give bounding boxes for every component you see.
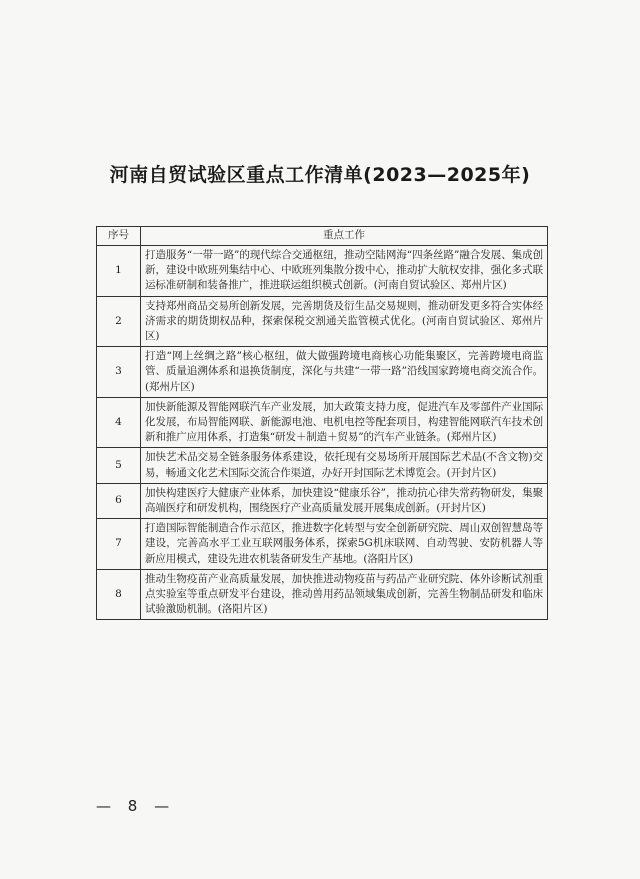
- header-key-work: 重点工作: [141, 227, 548, 246]
- row-number: 3: [97, 347, 141, 398]
- table-row: [97, 347, 548, 398]
- row-content: 打造服务“一带一路”的现代综合交通枢纽，推动空陆网海“四条丝路”融合发展、集成创新，建设中欧班列集结中心、中欧班列集散分拨中心，推动扩大航权安排，强化多式联运标准研制和装备推广，推进联运组织模式创新。(河南自贸试验区、郑州片区): [141, 246, 548, 297]
- row-content: 加快构建医疗大健康产业体系，加快建设“健康乐谷”，推动抗心律失常药物研发，集聚高端医疗和研发机构，围绕医疗产业高质量发展开展集成创新。(开封片区): [141, 483, 548, 518]
- table-row: [97, 296, 548, 347]
- table-row: [97, 483, 548, 518]
- row-number: 4: [97, 397, 141, 448]
- row-content: 打造国际智能制造合作示范区，推进数字化转型与安全创新研究院、周山双创智慧岛等建设，完善高水平工业互联网服务体系，探索5G机床联网、自动驾驶、安防机器人等新应用模式，建设先进农机装备研发生产基地。(洛阳片区): [141, 519, 548, 570]
- row-content: 加快艺术品交易全链条服务体系建设，依托现有交易场所开展国际艺术品(不含文物)交易，畅通文化艺术国际交流合作渠道，办好开封国际艺术博览会。(开封片区): [141, 448, 548, 483]
- table-row: [97, 519, 548, 570]
- row-number: 7: [97, 519, 141, 570]
- header-number: 序号: [97, 227, 141, 246]
- row-number: 2: [97, 296, 141, 347]
- table-header-row: [97, 227, 548, 246]
- table-row: [97, 569, 548, 620]
- row-number: 8: [97, 569, 141, 620]
- page-title: 河南自贸试验区重点工作清单(2023—2025年): [109, 164, 531, 186]
- row-content: 推动生物疫苗产业高质量发展，加快推进动物疫苗与药品产业研究院、体外诊断试剂重点实验室等重点研发平台建设，推动兽用药品领域集成创新，完善生物制品研发和临床试验激励机制。(洛阳片区): [141, 569, 548, 620]
- row-number: 5: [97, 448, 141, 483]
- page-number: — 8 —: [96, 797, 176, 815]
- row-content: 加快新能源及智能网联汽车产业发展，加大政策支持力度，促进汽车及零部件产业国际化发展，布局智能网联、新能源电池、电机电控等配套项目，构建智能网联汽车技术创新和推广应用体系，打造集“研发＋制造＋贸易”的汽车产业链条。(郑州片区): [141, 397, 548, 448]
- row-number: 1: [97, 246, 141, 297]
- table-row: [97, 397, 548, 448]
- row-content: 支持郑州商品交易所创新发展，完善期货及衍生品交易规则，推动研发更多符合实体经济需求的期货期权品种，探索保税交割通关监管模式优化。(河南自贸试验区、郑州片区): [141, 296, 548, 347]
- row-number: 6: [97, 483, 141, 518]
- table-row: [97, 448, 548, 483]
- work-table: [96, 226, 548, 620]
- row-content: 打造“网上丝绸之路”核心枢纽，做大做强跨境电商核心功能集聚区，完善跨境电商监管、质量追溯体系和退换货制度，深化与共建“一带一路”沿线国家跨境电商交流合作。(郑州片区): [141, 347, 548, 398]
- table-row: [97, 246, 548, 297]
